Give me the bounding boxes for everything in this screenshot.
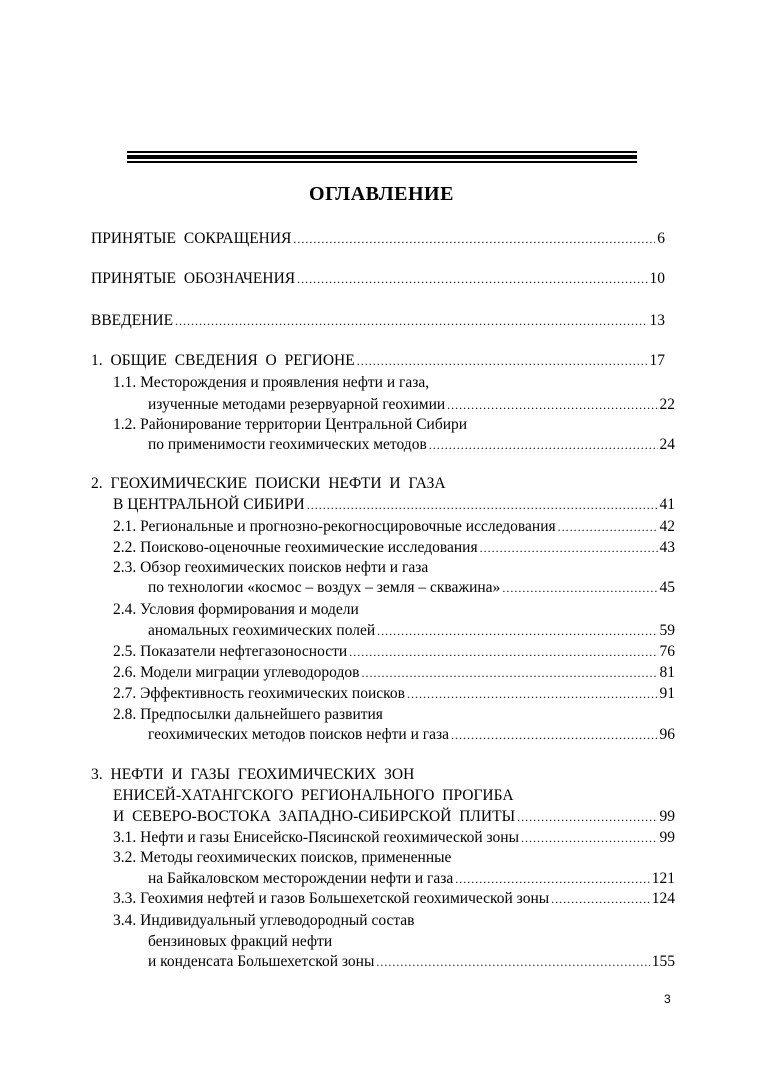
toc-entry-text: аномальных геохимических полей — [148, 622, 376, 639]
toc-page-number: 99 — [659, 829, 675, 846]
toc-entry-notation[interactable] — [0, 268, 763, 290]
toc-entry-text: на Байкаловском месторождении нефти и газа — [148, 870, 454, 887]
toc-leader — [558, 516, 658, 538]
toc-entry-text: геохимических методов поисков нефти и газа — [148, 726, 449, 743]
toc-entry-section-3-3[interactable] — [0, 888, 763, 910]
toc-entry-intro[interactable] — [0, 310, 763, 332]
toc-entry-abbreviations[interactable] — [0, 228, 763, 250]
toc-page-number: 76 — [659, 643, 675, 660]
toc-leader — [455, 868, 649, 890]
toc-leader — [349, 641, 657, 663]
toc-entry-text: 2.8. Предпосылки дальнейшего развития — [113, 706, 383, 723]
toc-entry-section-2-6[interactable] — [0, 662, 763, 684]
toc-leader — [551, 888, 650, 910]
toc-leader — [361, 662, 657, 684]
page-title: ОГЛАВЛЕНИЕ — [309, 183, 454, 205]
toc-page-number: 59 — [659, 622, 675, 639]
toc-entry-text: по применимости геохимических методов — [148, 436, 427, 453]
toc-entry-text: 1.2. Районирование территории Центральной Сибири — [113, 416, 468, 433]
toc-page-number: 17 — [649, 352, 665, 369]
toc-entry-text: В ЦЕНТРАЛЬНОЙ СИБИРИ — [113, 496, 305, 513]
toc-entry-text: И СЕВЕРО-ВОСТОКА ЗАПАДНО-СИБИРСКОЙ ПЛИТЫ — [113, 808, 516, 825]
toc-page-number: 45 — [659, 579, 675, 596]
toc-leader — [521, 827, 657, 849]
toc-page-number: 6 — [657, 230, 665, 247]
toc-entry-text: ВВЕДЕНИЕ — [91, 312, 174, 329]
toc-page-number: 124 — [651, 890, 675, 907]
toc-entry-text: 2.7. Эффективность геохимических поисков — [113, 685, 405, 702]
toc-entry-text: ПРИНЯТЫЕ ОБОЗНАЧЕНИЯ — [91, 270, 296, 287]
toc-leader — [447, 394, 657, 416]
header-rule-line — [127, 151, 637, 153]
toc-entry-section-2-2[interactable] — [0, 537, 763, 559]
toc-entry-text: 2.3. Обзор геохимических поисков нефти и газа — [113, 559, 429, 576]
toc-entry-text: 2.6. Модели миграции углеводородов — [113, 664, 360, 681]
toc-leader — [517, 806, 657, 828]
toc-entry-text: ЕНИСЕЙ-ХАТАНГСКОГО РЕГИОНАЛЬНОГО ПРОГИБА — [113, 787, 514, 804]
toc-leader — [451, 724, 658, 746]
toc-leader — [407, 683, 658, 705]
toc-entry-text: 2.4. Условия формирования и модели — [113, 601, 359, 618]
header-rule-line — [127, 155, 637, 159]
toc-page-number: 24 — [659, 436, 675, 453]
toc-page-number: 91 — [659, 685, 675, 702]
toc-entry-section-2-1[interactable] — [0, 516, 763, 538]
toc-entry-text: бензиновых фракций нефти — [148, 933, 333, 950]
toc-page-number: 43 — [659, 539, 675, 556]
toc-entry-section-3-1[interactable] — [0, 827, 763, 849]
toc-leader — [307, 494, 658, 516]
toc-entry-text: 2.5. Показатели нефтегазоносности — [113, 643, 348, 660]
toc-entry-text: ПРИНЯТЫЕ СОКРАЩЕНИЯ — [91, 230, 292, 247]
toc-leader — [377, 620, 657, 642]
toc-entry-chapter-1[interactable] — [0, 350, 763, 372]
toc-entry-text: по технологии «космос – воздух – земля – скважина» — [148, 579, 501, 596]
toc-leader — [293, 228, 655, 250]
toc-page-number: 96 — [659, 726, 675, 743]
toc-entry-text: 2.1. Региональные и прогнозно-рекогносцировочные исследования — [113, 518, 556, 535]
toc-leader — [357, 350, 648, 372]
toc-page-number: 22 — [659, 396, 675, 413]
toc-page-number: 121 — [651, 870, 675, 887]
toc-leader — [297, 268, 647, 290]
toc-entry-text: 1. ОБЩИЕ СВЕДЕНИЯ О РЕГИОНЕ — [91, 352, 355, 369]
toc-entry-text: и конденсата Большехетской зоны — [148, 953, 375, 970]
toc-entry-text: 2.2. Поисково-оценочные геохимические исследования — [113, 539, 478, 556]
toc-entry-text: 3.1. Нефти и газы Енисейско-Пясинской геохимической зоны — [113, 829, 520, 846]
toc-entry-text: 2. ГЕОХИМИЧЕСКИЕ ПОИСКИ НЕФТИ И ГАЗА — [91, 475, 446, 492]
toc-page-number: 41 — [659, 496, 675, 513]
toc-entry-text: 3. НЕФТИ И ГАЗЫ ГЕОХИМИЧЕСКИХ ЗОН — [91, 766, 415, 783]
toc-page-number: 81 — [659, 664, 675, 681]
toc-entry-text: 3.2. Методы геохимических поисков, примененные — [113, 849, 452, 866]
toc-entry-section-2-5[interactable] — [0, 641, 763, 663]
toc-leader — [502, 577, 657, 599]
toc-entry-text: 1.1. Месторождения и проявления нефти и газа, — [113, 374, 430, 391]
toc-page-number: 155 — [651, 953, 675, 970]
toc-entry-text: 3.4. Индивидуальный углеводородный состав — [113, 912, 415, 929]
toc-page-number: 42 — [659, 518, 675, 535]
toc-leader — [376, 951, 649, 973]
toc-page-number: 10 — [649, 270, 665, 287]
toc-leader — [429, 434, 658, 456]
toc-leader — [175, 310, 647, 332]
toc-page-number: 13 — [649, 312, 665, 329]
toc-entry-text: 3.3. Геохимия нефтей и газов Большехетской геохимической зоны — [113, 890, 550, 907]
toc-leader — [480, 537, 658, 559]
toc-page-number: 99 — [659, 808, 675, 825]
page-number: 3 — [664, 992, 671, 1006]
toc-entry-text: изученные методами резервуарной геохимии — [148, 396, 446, 413]
header-rule-line — [127, 161, 637, 163]
toc-entry-section-2-7[interactable] — [0, 683, 763, 705]
